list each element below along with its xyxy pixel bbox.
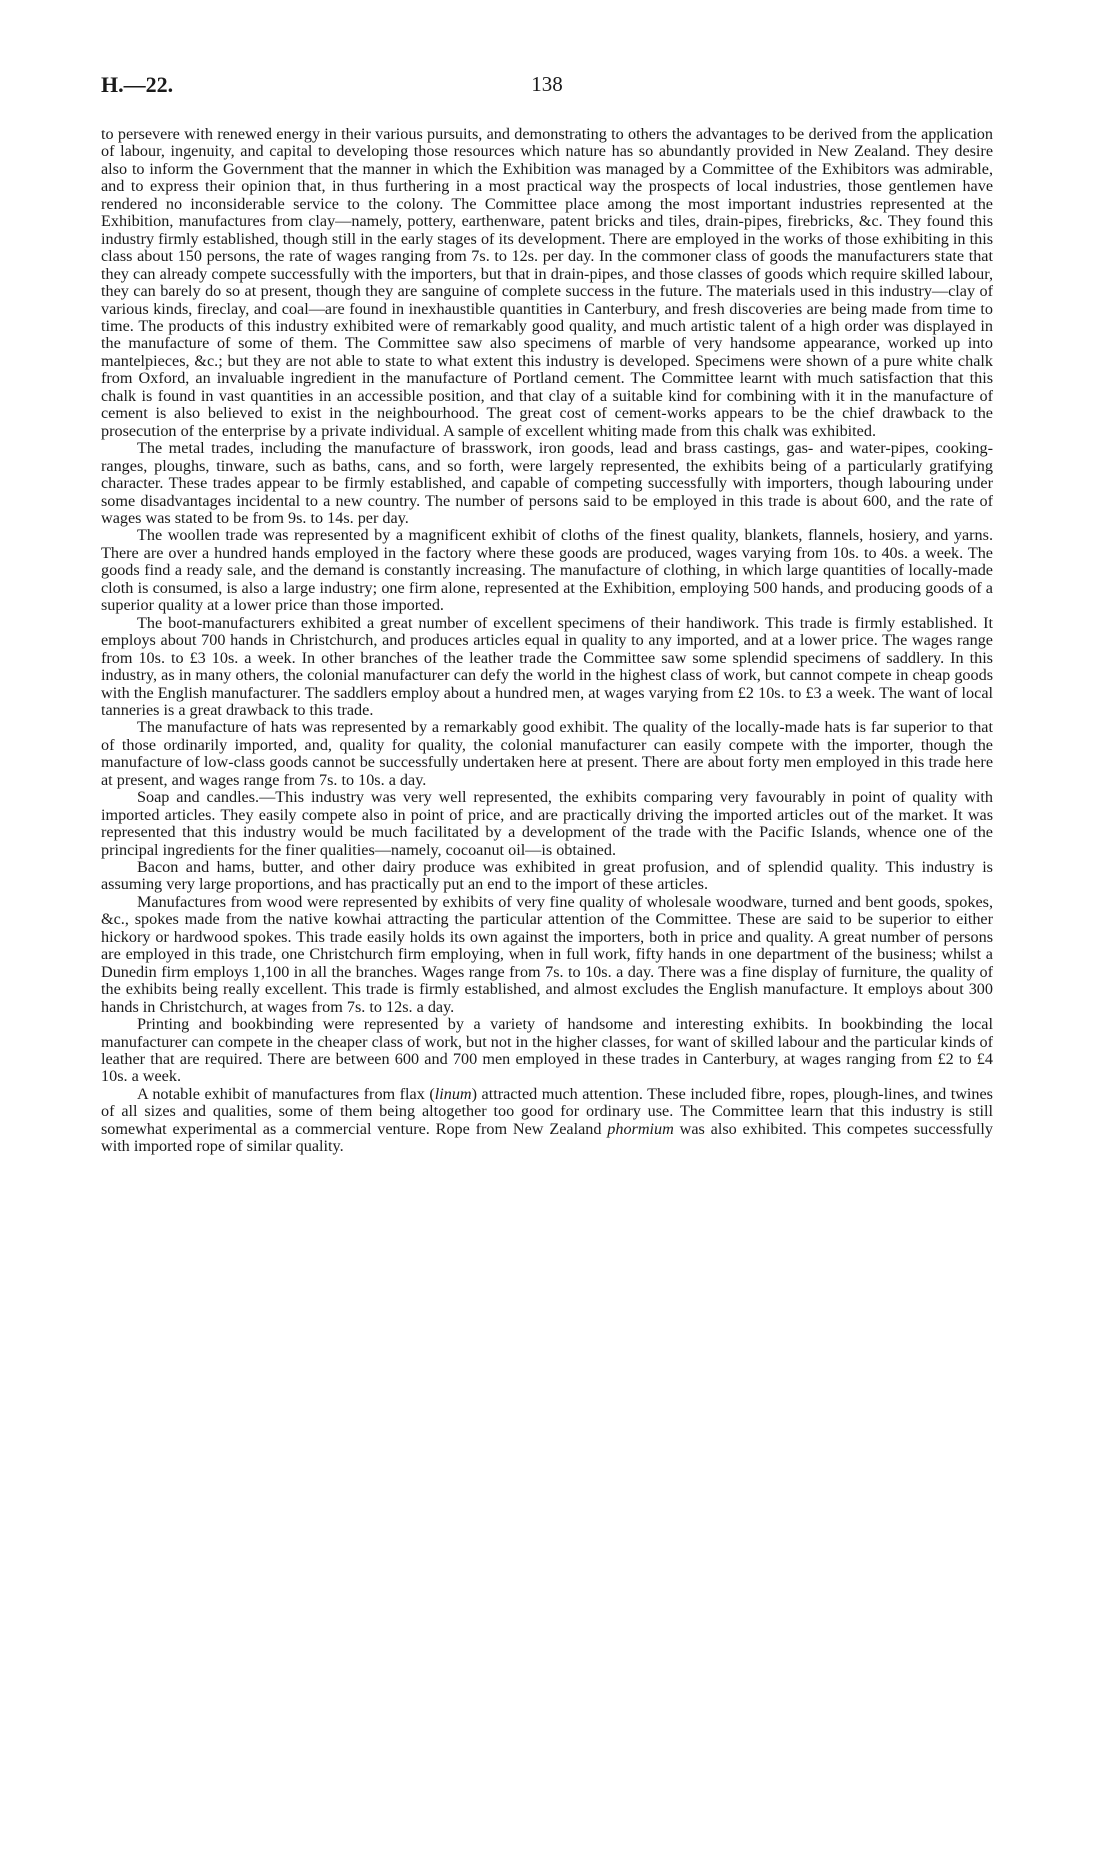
page-number: 138 [531, 72, 563, 96]
document-reference: H.—22. [101, 72, 174, 97]
paragraph-flax [101, 1086, 993, 1156]
paragraph-soap-candles: Soap and candles.—This industry was very well represented, the exhibits comparing very favourably in point of quality with imported articles. They easily compete also in point of price, and are practically driving the imported articles out of the market. It was represented that this industry would be much facilitated by a development of the trade with the Pacific Islands, whence one of the principal ingredients for the finer qualities—namely, cocoanut oil—is obtained. [101, 788, 993, 859]
phormium-italic: phormium [607, 1119, 674, 1138]
paragraph-wood-manufactures: Manufactures from wood were represented by exhibits of very fine quality of wholesale woodware, turned and bent goods, spokes, &c., spokes made from the native kowhai attracting the particular attention of the Committee. These are said to be superior to either hickory or hardwood spokes. This trade easily holds its own against the importers, both in price and quality. A great number of persons are employed in this trade, one Christchurch firm employing, when in full work, fifty hands in one department of the business; whilst a Dunedin firm employs 1,100 in all the branches. Wages range from 7s. to 10s. a day. There was a fine display of furniture, the quality of the exhibits being really excellent. This trade is firmly established, and almost excludes the English manufacture. It employs about 300 hands in Christchurch, at wages from 7s. to 12s. a day. [101, 892, 993, 1016]
paragraph-woollen-trade: The woollen trade was represented by a magnificent exhibit of cloths of the finest quality, blankets, flannels, hosiery, and yarns. There are over a hundred hands employed in the factory where these goods are produced, wages varying from 10s. to 40s. a week. The goods find a ready sale, and the demand is constantly increasing. The manufacture of clothing, in which large quantities of locally-made cloth is consumed, is also a large industry; one firm alone, represented at the Exhibition, employing 500 hands, and producing goods of a superior quality at a lower price than those imported. [101, 526, 993, 615]
paragraph-printing-bookbinding: Printing and bookbinding were represented by a variety of handsome and interesting exhibits. In bookbinding the local manufacturer can compete in the cheaper class of work, but not in the higher classes, for want of skilled labour and the particular kinds of leather that are required. There are between 600 and 700 men employed in these trades in Canterbury, at wages ranging from £2 to £4 10s. a week. [101, 1015, 993, 1086]
paragraph-boot-manufacturers: The boot-manufacturers exhibited a great number of excellent specimens of their handiwork. This trade is firmly established. It employs about 700 hands in Christchurch, and produces articles equal in quality to any imported, and at a lower price. The wages range from 10s. to £3 10s. a week. In other branches of the leather trade the Committee saw some splendid specimens of saddlery. In this industry, as in many others, the colonial manufacturer can defy the world in the highest class of work, but cannot compete in cheap goods with the English manufacturer. The saddlers employ about a hundred men, at wages varying from £2 10s. to £3 a week. The want of local tanneries is a great drawback to this trade. [101, 613, 993, 719]
paragraph-dairy-produce: Bacon and hams, butter, and other dairy produce was exhibited in great profusion, and of splendid quality. This industry is assuming very large proportions, and has practically put an end to the import of these articles. [101, 858, 993, 894]
flax-text-3: was also exhibited. This competes successfully with imported rope of similar quality. [101, 1119, 993, 1156]
linum-italic: linum [434, 1084, 472, 1103]
flax-text-2: ) attracted much attention. These included fibre, ropes, plough-lines, and twines of all sizes and qualities, some of them being altogether too good for ordinary use. The Committee learn that this industry is still somewhat experimental as a commercial venture. Rope from New Zealand [101, 1084, 993, 1138]
body-text [101, 126, 993, 1156]
flax-text-1: A notable exhibit of manufactures from flax ( [137, 1084, 435, 1103]
paragraph-hats: The manufacture of hats was represented by a remarkably good exhibit. The quality of the locally-made hats is far superior to that of those ordinarily imported, and, quality for quality, the colonial manufacturer can easily compete with the importer, though the manufacture of low-class goods cannot be successfully undertaken here at present. There are about forty men employed in this trade here at present, and wages range from 7s. to 10s. a day. [101, 718, 993, 789]
page-header [101, 72, 993, 104]
paragraph-clay-manufactures: to persevere with renewed energy in their various pursuits, and demonstrating to others the advantages to be derived from the application of labour, ingenuity, and capital to developing those resources which nature has so abundantly provided in New Zealand. They desire also to inform the Government that the manner in which the Exhibition was managed by a Committee of the Exhibitors was admirable, and to express their opinion that, in thus furthering in a most practical way the prospects of local industries, those gentlemen have rendered no inconsiderable service to the colony. The Committee place among the most important industries represented at the Exhibition, manufactures from clay—namely, pottery, earthenware, patent bricks and tiles, drain-pipes, firebricks, &c. They found this industry firmly established, though still in the early stages of its development. There are employed in the works of those exhibiting in this class about 150 persons, the rate of wages ranging from 7s. to 12s. per day. In the commoner class of goods the manufacturers state that they can already compete successfully with the importers, but that in drain-pipes, and those classes of goods which require skilled labour, they can barely do so at present, though they are sanguine of complete success in the future. The materials used in this industry—clay of various kinds, fireclay, and coal—are found in inexhaustible quantities in Canterbury, and fresh discoveries are being made from time to time. The products of this industry exhibited were of remarkably good quality, and much artistic talent of a high order was displayed in the manufacture of some of them. The Committee saw also specimens of marble of very handsome appearance, worked up into mantelpieces, &c.; but they are not able to state to what extent this industry is developed. Specimens were shown of a pure white chalk from Oxford, an invaluable ingredient in the manufacture of Portland cement. The Committee learnt with much satisfaction that this chalk is found in vast quantities in an accessible position, and that clay of a suitable kind for combining with it in the manufacture of cement is also believed to exist in the neighbourhood. The great cost of cement-works appears to be the chief drawback to the prosecution of the enterprise by a private individual. A sample of excellent whiting made from this chalk was exhibited. [101, 125, 993, 440]
paragraph-metal-trades: The metal trades, including the manufacture of brasswork, iron goods, lead and brass castings, gas- and water-pipes, cooking-ranges, ploughs, tinware, such as baths, cans, and so forth, were largely represented, the exhibits being of a particularly gratifying character. These trades appear to be firmly established, and capable of competing successfully with importers, though labouring under some disadvantages incidental to a new country. The number of persons said to be employed in this trade is about 600, and the rate of wages was stated to be from 9s. to 14s. per day. [101, 439, 993, 527]
